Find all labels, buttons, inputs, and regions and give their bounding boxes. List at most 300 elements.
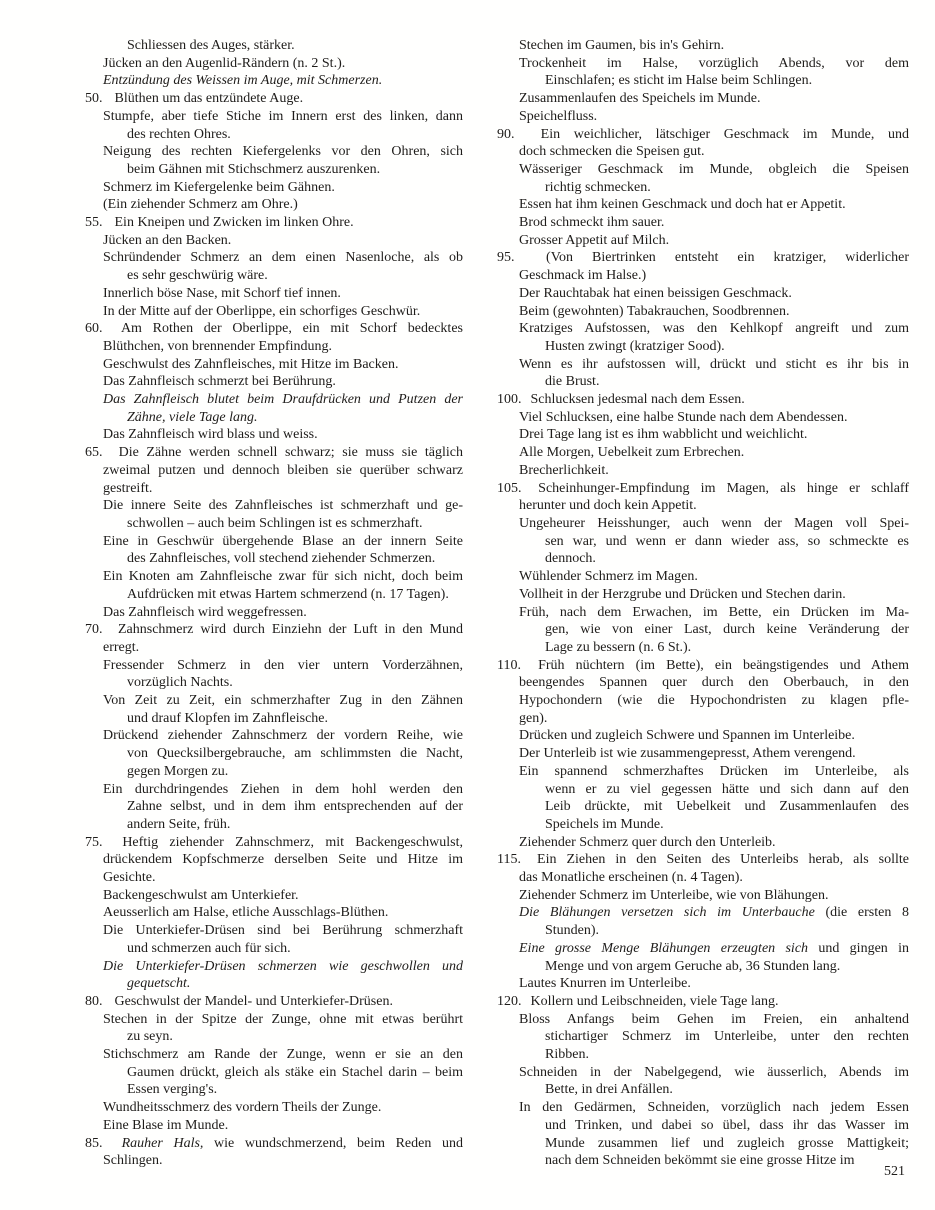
text-line [85, 834, 463, 852]
symptom-entry [519, 586, 909, 604]
text-line [85, 320, 463, 338]
entry-number: 90. [497, 126, 515, 142]
text-segment: Ein weichlicher, lätschiger Geschmack im Munde, und [540, 126, 910, 142]
italic-text-segment: Zähne, viele Tage lang. [127, 409, 258, 425]
text-line [103, 781, 463, 799]
text-line [497, 657, 909, 675]
text-line [103, 285, 463, 303]
symptom-entry [103, 533, 463, 568]
symptom-entry-numbered [497, 391, 909, 409]
text-segment: richtig schmecken. [545, 179, 651, 195]
text-line [519, 161, 909, 179]
text-segment: Ein Ziehen in den Seiten des Unterleibs herab, als sollte [537, 852, 910, 868]
text-line [127, 1064, 463, 1082]
text-segment: Fressender Schmerz in den vier untern Vorderzähnen, [103, 657, 463, 673]
text-line [103, 391, 463, 409]
text-segment: Geschmack im Halse.) [519, 268, 647, 284]
text-line [519, 834, 909, 852]
text-segment: und schmerzen auch für sich. [127, 940, 291, 956]
symptom-entry [103, 727, 463, 780]
symptom-entry-numbered [85, 214, 463, 232]
symptom-entry [103, 781, 463, 834]
text-segment: Einschlafen; es sticht im Halse beim Schlingen. [545, 73, 813, 89]
text-line [127, 409, 463, 427]
text-line [519, 462, 909, 480]
text-segment: Leib drückte, mit Uebelkeit und Zusammenlaufen des [545, 799, 909, 815]
text-line [519, 320, 909, 338]
text-line [519, 975, 909, 993]
symptom-entry [519, 320, 909, 355]
symptom-entry [519, 285, 909, 303]
text-line [127, 816, 463, 834]
text-segment: Backengeschwulst am Unterkiefer. [103, 887, 299, 903]
text-segment: und gingen in [808, 940, 909, 956]
text-line [497, 993, 909, 1011]
text-line [85, 214, 463, 232]
text-line [103, 958, 463, 976]
text-segment: Kollern und Leibschneiden, viele Tage lang. [530, 993, 779, 1009]
text-line [545, 1152, 909, 1170]
text-segment: nach dem Schneiden bekömmt sie eine grosse Hitze im [545, 1153, 855, 1169]
text-line [545, 1046, 909, 1064]
text-line [545, 958, 909, 976]
text-segment: Früh, nach dem Erwachen, im Bette, ein Drücken im Ma- [519, 604, 909, 620]
text-line [103, 639, 463, 657]
text-line [545, 1117, 909, 1135]
entry-number: 110. [497, 657, 521, 673]
text-segment: herunter und doch kein Appetit. [519, 498, 697, 514]
text-segment: Drücken und zugleich Schwere und Spannen im Unterleibe. [519, 728, 855, 744]
symptom-entry [519, 604, 909, 657]
text-segment: Ein spannend schmerzhaftes Drücken im Unterleibe, als [519, 763, 909, 779]
text-segment: Ein durchdringendes Ziehen in dem hohl werden den [103, 781, 463, 797]
text-segment: Geschwulst des Zahnfleisches, mit Hitze im Backen. [103, 356, 399, 372]
text-segment: wenn er zu viel gegessen hätte und sich dann auf den [545, 781, 909, 797]
symptom-entry-numbered [497, 480, 909, 515]
text-line [519, 196, 909, 214]
text-line [497, 249, 909, 267]
text-line [103, 851, 463, 869]
symptom-entry [519, 90, 909, 108]
entry-number: 70. [85, 622, 103, 638]
symptom-entry [103, 922, 463, 957]
symptom-entry-numbered [497, 851, 909, 886]
symptom-entry [103, 249, 463, 284]
text-line [127, 674, 463, 692]
text-segment: zu seyn. [127, 1029, 173, 1045]
symptom-entry [103, 143, 463, 178]
text-line [127, 745, 463, 763]
symptom-entry [103, 356, 463, 374]
text-line [127, 975, 463, 993]
text-segment: Schmerz im Kiefergelenke beim Gähnen. [103, 179, 335, 195]
symptom-entry [519, 37, 909, 55]
text-segment: sen war, und wenn er dann wieder ass, so schmeckte es [545, 533, 909, 549]
symptom-entry [519, 763, 909, 834]
text-line [85, 993, 463, 1011]
symptom-entry [519, 409, 909, 427]
text-line [519, 887, 909, 905]
text-line [127, 798, 463, 816]
symptom-entry [127, 37, 463, 55]
text-line [519, 745, 909, 763]
text-segment: Trockenheit im Halse, vorzüglich Abends, vor dem [519, 55, 909, 71]
entry-number: 115. [497, 852, 521, 868]
text-line [545, 373, 909, 391]
text-line [545, 72, 909, 90]
text-segment: Scheinhunger-Empfindung im Magen, als hinge er schlaff [538, 480, 910, 496]
text-segment: gen). [519, 710, 548, 726]
text-line [103, 497, 463, 515]
text-segment: Essen verging's. [127, 1082, 218, 1098]
text-line [519, 356, 909, 374]
text-segment: erregt. [103, 639, 140, 655]
italic-text-segment: Rauher Hals, [121, 1135, 204, 1151]
text-segment: es sehr geschwürig wäre. [127, 268, 268, 284]
text-segment: In den Gedärmen, Schneiden, vorzüglich nach jedem Essen [519, 1100, 909, 1116]
text-segment: des rechten Ohres. [127, 126, 231, 142]
text-segment: Brod schmeckt ihm sauer. [519, 215, 665, 231]
text-line [103, 480, 463, 498]
text-segment: Lautes Knurren im Unterleibe. [519, 976, 691, 992]
symptom-entry-numbered [85, 1135, 463, 1170]
text-line [103, 727, 463, 745]
symptom-entry-numbered [85, 320, 463, 355]
text-line [545, 550, 909, 568]
text-segment: gen, wie von einer Last, durch keine Veränderung der [545, 622, 909, 638]
text-line [103, 887, 463, 905]
text-line [103, 356, 463, 374]
text-line [103, 568, 463, 586]
text-line [519, 1011, 909, 1029]
text-segment: Wundheitsschmerz des vordern Theils der Zunge. [103, 1100, 382, 1116]
text-segment: Wässeriger Geschmack im Munde, obgleich die Speisen [519, 161, 909, 177]
text-line [127, 1081, 463, 1099]
text-segment: Stechen im Gaumen, bis in's Gehirn. [519, 38, 725, 53]
text-line [519, 214, 909, 232]
text-segment: Innerlich böse Nase, mit Schorf tief innen. [103, 285, 341, 301]
entry-number: 55. [85, 215, 103, 231]
text-segment: Aeusserlich am Halse, etliche Ausschlags-Blüthen. [103, 905, 389, 921]
text-line [545, 533, 909, 551]
symptom-entry-numbered [497, 126, 909, 161]
text-segment: zweimal putzen und dennoch bleiben sie querüber schwarz [103, 462, 463, 478]
text-segment: Grosser Appetit auf Milch. [519, 232, 670, 248]
symptom-entry [103, 604, 463, 622]
text-segment: Bloss Anfangs beim Gehen im Freien, ein anhaltend [519, 1011, 909, 1027]
symptom-entry [519, 745, 909, 763]
entry-number: 85. [85, 1135, 103, 1151]
text-line [545, 1081, 909, 1099]
text-segment: die Brust. [545, 374, 600, 390]
text-segment: In der Mitte auf der Oberlippe, ein schorfiges Geschwür. [103, 303, 421, 319]
symptom-entry [519, 196, 909, 214]
text-segment: Schlucksen jedesmal nach dem Essen. [530, 392, 745, 408]
entry-number: 75. [85, 834, 103, 850]
text-segment: Drückend ziehender Zahnschmerz der vordern Reihe, wie [103, 728, 463, 744]
text-segment: gestreift. [103, 480, 153, 496]
text-segment: stichartiger Schmerz im Unterleibe, unter den rechten [545, 1029, 909, 1045]
symptom-entry [519, 161, 909, 196]
text-segment: Munde zusammen lief und zugleich grosse Mattigkeit; [545, 1135, 909, 1151]
text-segment: andern Seite, früh. [127, 816, 231, 832]
text-segment: dennoch. [545, 551, 596, 567]
text-segment: beim Gähnen mit Stichschmerz auszurenken. [127, 161, 381, 177]
symptom-entry [519, 108, 909, 126]
symptom-entry [103, 1046, 463, 1099]
text-segment: Speichels im Munde. [545, 816, 664, 832]
text-line [519, 1099, 909, 1117]
text-line [545, 1028, 909, 1046]
text-line [519, 904, 909, 922]
text-segment: beengendes Spannen quer durch den Oberbauch, in den [519, 675, 909, 691]
text-line [103, 1011, 463, 1029]
text-segment: Neigung des rechten Kiefergelenks vor den Ohren, sich [103, 144, 463, 160]
text-line [103, 338, 463, 356]
text-line [519, 940, 909, 958]
text-segment: Speichelfluss. [519, 108, 598, 124]
entry-number: 60. [85, 321, 103, 337]
italic-text-segment: Entzündung des Weissen im Auge, mit Schmerzen. [103, 73, 383, 89]
text-segment: Blüthchen, von brennender Empfindung. [103, 338, 333, 354]
symptom-entry [519, 1011, 909, 1064]
text-segment: vorzüglich Nachts. [127, 675, 233, 691]
text-line [519, 444, 909, 462]
text-segment: von Quecksilbergebrauche, am schlimmsten die Nacht, [127, 746, 463, 762]
symptom-entry [103, 568, 463, 603]
text-line [519, 692, 909, 710]
entry-number: 80. [85, 993, 103, 1009]
text-segment: Viel Schlucksen, eine halbe Stunde nach dem Abendessen. [519, 409, 848, 425]
symptom-entry-numbered [85, 90, 463, 108]
text-line [103, 196, 463, 214]
text-segment: Kratziges Aufstossen, was den Kehlkopf angreift und zum [519, 321, 909, 337]
text-line [127, 515, 463, 533]
text-line [103, 179, 463, 197]
text-segment: wie wundschmerzend, beim Reden und [203, 1135, 463, 1151]
text-line [127, 1028, 463, 1046]
symptom-entry [103, 391, 463, 426]
text-segment: Ribben. [545, 1047, 589, 1063]
text-segment: Jücken an den Backen. [103, 232, 232, 248]
text-line [519, 267, 909, 285]
text-line [103, 604, 463, 622]
text-line [103, 72, 463, 90]
text-segment: Jücken an den Augenlid-Rändern (n. 2 St.). [103, 55, 346, 71]
text-line [103, 249, 463, 267]
text-segment: Der Unterleib ist wie zusammengepresst, Athem verengend. [519, 746, 856, 762]
text-line [497, 851, 909, 869]
symptom-entry [519, 568, 909, 586]
symptom-entry [519, 1099, 909, 1170]
text-segment: gegen Morgen zu. [127, 763, 229, 779]
text-line [85, 621, 463, 639]
symptom-entry-numbered [497, 993, 909, 1011]
text-segment: Lage zu bessern (n. 6 St.). [545, 639, 692, 655]
text-line [103, 869, 463, 887]
text-line [103, 922, 463, 940]
text-segment: Ziehender Schmerz quer durch den Unterleib. [519, 834, 776, 850]
text-segment: Aufdrücken mit etwas Hartem schmerzend (n. 17 Tagen). [127, 586, 449, 602]
text-line [103, 657, 463, 675]
text-line [519, 515, 909, 533]
entry-number: 50. [85, 91, 103, 107]
symptom-entry [103, 904, 463, 922]
text-segment: des Zahnfleisches, voll stechend ziehender Schmerzen. [127, 551, 436, 567]
text-segment: Das Zahnfleisch wird blass und weiss. [103, 427, 318, 443]
symptom-entry [103, 887, 463, 905]
symptom-entry [103, 303, 463, 321]
text-segment: (Ein ziehender Schmerz am Ohre.) [103, 197, 298, 213]
text-segment: Ein Kneipen und Zwicken im linken Ohre. [114, 215, 354, 231]
text-segment: Heftig ziehender Zahnschmerz, mit Backengeschwulst, [122, 834, 463, 850]
text-segment: Früh nüchtern (im Bette), ein beängstigendes und Athem [538, 657, 910, 673]
text-column-right [497, 37, 909, 1170]
text-line [519, 232, 909, 250]
text-line [519, 1064, 909, 1082]
text-line [103, 1046, 463, 1064]
text-segment: Husten zwingt (kratziger Sood). [545, 338, 725, 354]
text-line [127, 550, 463, 568]
text-line [103, 143, 463, 161]
text-line [127, 763, 463, 781]
text-segment: Bette, in drei Anfällen. [545, 1082, 673, 1098]
symptom-entry [103, 55, 463, 73]
text-line [519, 710, 909, 728]
text-line [545, 338, 909, 356]
text-segment: schwollen – auch beim Schlingen ist es schmerzhaft. [127, 515, 423, 531]
text-line [519, 497, 909, 515]
symptom-entry [519, 214, 909, 232]
text-line [519, 674, 909, 692]
text-segment: das Monatliche erscheinen (n. 4 Tagen). [519, 870, 743, 886]
text-segment: Stechen in der Spitze der Zunge, ohne mit etwas berührt [103, 1011, 463, 1027]
text-segment: drückendem Kopfschmerze derselben Seite und Hitze im [103, 852, 463, 868]
symptom-entry [103, 285, 463, 303]
text-segment: Zahne selbst, und in dem ihm entsprechenden auf der [127, 799, 463, 815]
text-segment: Schlingen. [103, 1153, 163, 1169]
symptom-entry [103, 657, 463, 692]
entry-number: 95. [497, 250, 515, 266]
text-segment: Die innere Seite des Zahnfleisches ist schmerzhaft und ge- [103, 498, 463, 514]
text-line [85, 1135, 463, 1153]
symptom-entry-numbered [85, 621, 463, 656]
symptom-entry-numbered [85, 993, 463, 1011]
symptom-entry [519, 303, 909, 321]
text-segment: und drauf Klopfen im Zahnfleische. [127, 710, 328, 726]
text-line [127, 267, 463, 285]
text-line [127, 710, 463, 728]
text-segment: Eine in Geschwür übergehende Blase an der innern Seite [103, 533, 463, 549]
symptom-entry [519, 462, 909, 480]
text-segment: Gaumen drückt, gleich als stäke ein Stachel darin – beim [127, 1064, 463, 1080]
text-line [519, 869, 909, 887]
text-line [519, 586, 909, 604]
text-segment: Stichschmerz am Rande der Zunge, wenn er sie an den [103, 1047, 463, 1063]
text-line [545, 798, 909, 816]
text-segment: Das Zahnfleisch schmerzt bei Berührung. [103, 374, 336, 390]
text-segment: Hypochondern (wie die Hypochondristen zu klagen pfle- [519, 693, 909, 709]
symptom-entry [103, 1099, 463, 1117]
text-line [545, 922, 909, 940]
text-line [127, 37, 463, 55]
symptom-entry [103, 426, 463, 444]
text-segment: Die Zähne werden schnell schwarz; sie muss sie täglich [118, 445, 463, 461]
text-line [103, 55, 463, 73]
text-line [545, 179, 909, 197]
text-line [519, 108, 909, 126]
entry-number: 65. [85, 445, 103, 461]
text-segment: Eine Blase im Munde. [103, 1117, 229, 1133]
text-segment: Zahnschmerz wird durch Einziehn der Luft in den Mund [117, 622, 463, 638]
symptom-entry [519, 444, 909, 462]
text-line [519, 37, 909, 55]
text-segment: Das Zahnfleisch wird weggefressen. [103, 604, 307, 620]
symptom-entry-numbered [497, 657, 909, 728]
symptom-entry [103, 232, 463, 250]
symptom-entry [519, 887, 909, 905]
text-line [545, 639, 909, 657]
text-line [127, 586, 463, 604]
symptom-entry [103, 1117, 463, 1135]
text-segment: Wenn es ihr aufstossen will, drückt und sticht es ihr bis in [519, 356, 909, 372]
symptom-entry [519, 834, 909, 852]
text-segment: Stumpfe, aber tiefe Stiche im Innern erst des linken, dann [103, 108, 463, 124]
text-line [103, 462, 463, 480]
symptom-entry [519, 356, 909, 391]
text-line [127, 161, 463, 179]
symptom-entry [519, 940, 909, 975]
text-segment: Schründender Schmerz an dem einen Nasenloche, als ob [103, 250, 463, 266]
text-line [519, 727, 909, 745]
italic-text-segment: Die Blähungen versetzen sich im Unterbauche [519, 905, 815, 921]
page-number: 521 [884, 1164, 905, 1179]
text-segment: Wühlender Schmerz im Magen. [519, 569, 698, 585]
symptom-entry [519, 515, 909, 568]
symptom-entry [519, 55, 909, 90]
text-line [545, 1135, 909, 1153]
text-segment: Brecherlichkeit. [519, 462, 609, 478]
symptom-entry [103, 72, 463, 90]
symptom-entry [519, 975, 909, 993]
text-segment: (die ersten 8 [814, 905, 909, 921]
text-segment: Von Zeit zu Zeit, ein schmerzhafter Zug in den Zähnen [103, 693, 463, 709]
entry-number: 105. [497, 480, 522, 496]
symptom-entry [103, 692, 463, 727]
symptom-entry [103, 958, 463, 993]
text-line [519, 143, 909, 161]
symptom-entry [103, 1011, 463, 1046]
text-line [103, 692, 463, 710]
symptom-entry [103, 196, 463, 214]
text-segment: doch schmecken die Speisen gut. [519, 144, 705, 160]
text-segment: Menge und von argem Geruche ab, 36 Stunden lang. [545, 958, 841, 974]
symptom-entry [103, 497, 463, 532]
text-segment: Geschwulst der Mandel- und Unterkiefer-Drüsen. [114, 993, 393, 1009]
text-segment: Zusammenlaufen des Speichels im Munde. [519, 91, 761, 107]
text-segment: Schliessen des Auges, stärker. [127, 38, 295, 53]
text-segment: Blüthen um das entzündete Auge. [114, 91, 304, 107]
text-line [103, 108, 463, 126]
text-segment: Die Unterkiefer-Drüsen sind bei Berührung schmerzhaft [103, 923, 463, 939]
text-line [519, 409, 909, 427]
symptom-entry-numbered [85, 444, 463, 497]
text-line [103, 1099, 463, 1117]
text-line [85, 444, 463, 462]
text-line [127, 126, 463, 144]
text-segment: Ein Knoten am Zahnfleische zwar für sich nicht, doch beim [103, 569, 463, 585]
text-line [519, 763, 909, 781]
